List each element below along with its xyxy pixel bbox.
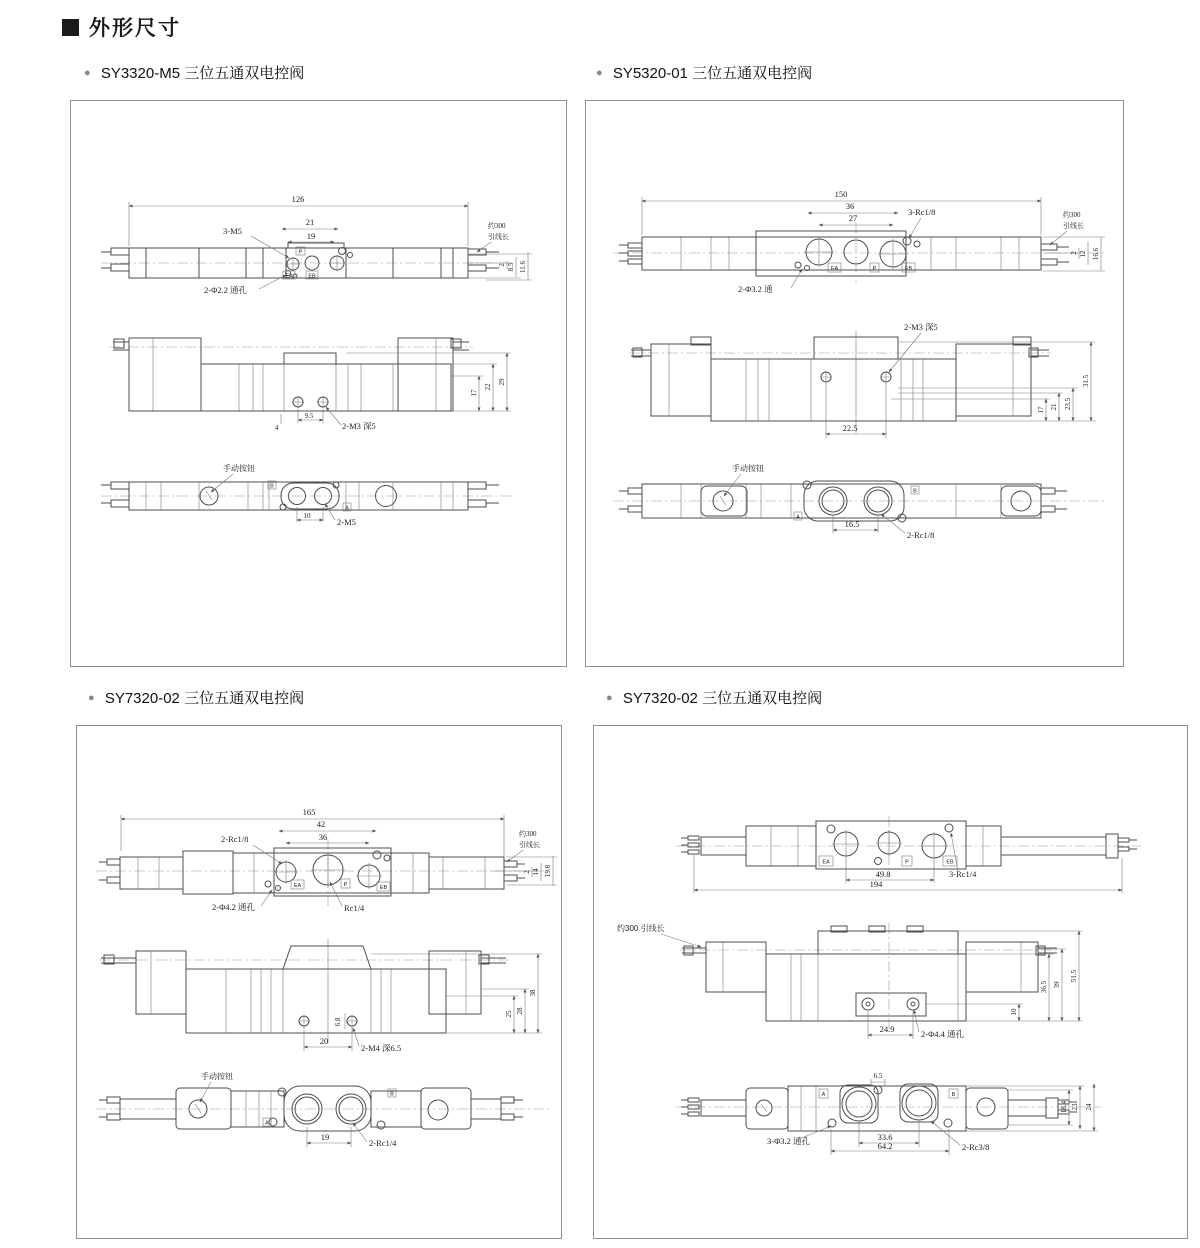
port-label-ea: EA: [293, 883, 302, 889]
p3-top-view: [96, 807, 557, 913]
port-label-a: A: [265, 1120, 269, 1127]
dim: 24.9: [879, 1024, 895, 1034]
dim: 22.5: [842, 423, 858, 433]
thread-label: 2-M5: [337, 517, 356, 527]
dim: 16.5: [844, 519, 860, 529]
dim: 10: [303, 512, 311, 520]
p4-side-dimensions: [617, 923, 1083, 1039]
drawing-sy7320-02-b: [594, 726, 1187, 1238]
port-label-b: B: [951, 1092, 956, 1098]
vdim-1: 25: [505, 1010, 513, 1018]
dim-a: 49.8: [875, 869, 891, 879]
dim-a: 20: [319, 1036, 329, 1046]
drawing-sy3320-m5: [71, 101, 566, 666]
dim-overall: 194: [869, 879, 883, 889]
panel1-box: [70, 100, 567, 667]
dim-top: 6.5: [873, 1072, 883, 1080]
p2-bottom-body: [619, 481, 1067, 522]
dim-overall: 126: [291, 194, 305, 204]
dim-b: 36: [318, 832, 328, 842]
vdim-2: 23: [1071, 1103, 1079, 1111]
p3-bottom-port-tags: [263, 1089, 396, 1127]
port-label-b: B: [913, 488, 917, 495]
panel3-desc: 三位五通双电控阀: [184, 690, 305, 707]
manual-button-label: 手动按钮: [201, 1072, 233, 1081]
port-label-p: P: [343, 882, 348, 888]
p1-top-body: [101, 243, 499, 278]
panel1-title: [84, 62, 304, 83]
thread-label: 3-M5: [223, 226, 242, 236]
thread-label: 2-M3 深5: [342, 421, 376, 431]
vdim-1: 17: [470, 389, 478, 397]
p2-bottom-port-tags: [794, 486, 919, 521]
dim-a: 4: [275, 424, 279, 432]
center-port-label: Rc1/4: [344, 903, 365, 913]
lead-length-label: 约300 引线长: [617, 924, 665, 933]
hole-label: 2-Φ4.4 通孔: [921, 1029, 965, 1039]
port-label-ea: EA: [285, 273, 293, 280]
dim-a: 42: [316, 819, 326, 829]
lead-length-2: 引线长: [1063, 223, 1084, 230]
lead-length-2: 引线长: [488, 234, 509, 241]
port-label-eb: EB: [308, 273, 316, 280]
port-label-ea: EA: [830, 266, 839, 272]
port-label-eb: EB: [379, 885, 388, 891]
p3-bottom-body: [99, 1086, 523, 1131]
dim-b: 9.5: [304, 412, 314, 420]
section-heading: [62, 12, 181, 42]
vdim-3: 38: [529, 989, 537, 997]
manual-button-label: 手动按钮: [732, 464, 764, 473]
p3-top-body: [99, 848, 525, 896]
p4-bottom-body: [681, 1084, 1077, 1131]
panel4-box: [593, 725, 1188, 1239]
vdim-3: 39: [1053, 981, 1061, 989]
p2-bottom-view: [613, 463, 1106, 540]
thread-label: 2-Rc1/4: [369, 1138, 397, 1148]
thread-label: 3-Rc1/4: [949, 869, 977, 879]
p3-bottom-view: [96, 1071, 549, 1148]
dim-a: 36: [845, 201, 855, 211]
lead-length-2: 引线长: [519, 842, 540, 849]
vdim-2: 12: [1079, 250, 1087, 258]
dim-b: 6.8: [334, 1017, 342, 1027]
hole-label: 3-Φ3.2 通孔: [767, 1136, 811, 1146]
thread-label: 2-Rc1/8: [907, 530, 935, 540]
lead-length-1: 约300: [519, 830, 537, 838]
lead-length-1: 约300: [1063, 211, 1081, 219]
port-label-p: P: [905, 859, 909, 866]
thread-label: 2-Rc3/8: [962, 1142, 990, 1152]
vdim-2: 28: [516, 1007, 524, 1015]
drawing-sy7320-02-a: [77, 726, 561, 1238]
dim: 19: [320, 1132, 330, 1142]
bullet-icon: ●: [596, 67, 603, 79]
p1-top-dimensions: [129, 194, 532, 295]
p2-side-body: [631, 337, 1049, 421]
panel3-box: [76, 725, 562, 1239]
panel2-title: [596, 62, 812, 83]
p4-side-view: [617, 923, 1083, 1039]
p1-side-body: [113, 338, 469, 411]
heading-text: 外形尺寸: [89, 17, 181, 40]
bullet-icon: ●: [606, 692, 613, 704]
manual-button-label: 手动按钮: [223, 464, 255, 473]
p2-top-dimensions: [642, 189, 1105, 294]
vdim-2: 14: [532, 868, 540, 876]
dim-a: 33.6: [877, 1132, 893, 1142]
port-label-p: P: [298, 249, 303, 256]
vdim-2: 36.5: [1040, 980, 1048, 994]
port-label-a: A: [345, 505, 349, 512]
vdim-3: 16.6: [1092, 247, 1100, 261]
p2-side-view: [629, 322, 1096, 438]
panel3-title: [88, 687, 304, 708]
p2-top-body: [619, 231, 1069, 276]
p1-side-view: [109, 338, 511, 432]
vdim-4: 31.5: [1082, 374, 1090, 388]
port-label-eb: EB: [946, 859, 954, 866]
p2-bottom-dimensions: [724, 463, 934, 540]
p4-bottom-view: [676, 1072, 1101, 1155]
panel2-model: SY5320-01: [612, 65, 688, 82]
vdim-3: 11.6: [519, 261, 527, 273]
vdim-3: 23.5: [1064, 397, 1072, 411]
hole-label: 2-Φ4.2 通孔: [212, 902, 256, 912]
p4-top-view: [676, 816, 1141, 893]
vdim-1: 2: [1070, 251, 1078, 255]
vdim-4: 51.5: [1070, 969, 1078, 983]
dim-a: 21: [305, 217, 315, 227]
p1-bottom-dimensions: [211, 463, 356, 527]
panel4-model: SY7320-02: [622, 690, 698, 707]
port-label-b: B: [270, 483, 274, 490]
p2-top-view: [613, 189, 1106, 294]
drawing-sy5320-01: [586, 101, 1123, 666]
p1-top-view: [101, 194, 532, 295]
p4-top-body: [681, 821, 1137, 869]
thread-label: 3-Rc1/8: [908, 207, 936, 217]
port-label-ea: EA: [822, 859, 830, 866]
port-label-p: P: [872, 266, 877, 272]
vdim-1: 17: [1037, 406, 1045, 414]
bullet-icon: ●: [88, 692, 95, 704]
p2-top-port-tags: [828, 263, 915, 272]
hole-label: 2-Φ2.2 通孔: [204, 285, 248, 295]
vdim-1: 2: [498, 263, 506, 267]
lead-length-1: 约300: [488, 222, 506, 230]
panel1-model: SY3320-M5: [100, 65, 181, 82]
port-label-b: B: [390, 1091, 394, 1098]
vdim-3: 19.8: [544, 864, 552, 878]
vdim-2: 21: [1050, 403, 1058, 411]
dim-overall: 150: [834, 189, 848, 199]
thread-label: 2-Rc1/8: [221, 834, 249, 844]
port-label-eb: EB: [904, 266, 913, 272]
vdim-3: 29: [498, 378, 506, 386]
vdim-1: 2: [523, 870, 531, 874]
dim-b: 27: [848, 213, 858, 223]
port-label-a: A: [821, 1092, 826, 1098]
dim-b: 19: [306, 231, 316, 241]
vdim-1: 18.4: [1060, 1100, 1068, 1114]
p4-side-body: [682, 926, 1057, 1021]
vdim-2: 22: [484, 383, 492, 391]
bullet-icon: ●: [84, 67, 91, 79]
dim-overall: 165: [302, 807, 316, 817]
heading-square-marker: [62, 19, 79, 36]
vdim-1: 10: [1010, 1008, 1018, 1016]
panel3-model: SY7320-02: [104, 690, 180, 707]
dim-b: 64.2: [877, 1141, 893, 1151]
thread-label: 2-M3 深5: [904, 322, 938, 332]
panel4-desc: 三位五通双电控阀: [702, 690, 823, 707]
panel2-desc: 三位五通双电控阀: [692, 65, 813, 82]
vdim-3: 24: [1085, 1103, 1093, 1111]
panel1-desc: 三位五通双电控阀: [184, 65, 305, 82]
panel4-title: [606, 687, 822, 708]
p3-side-view: [99, 939, 542, 1053]
p1-bottom-view: [101, 463, 513, 527]
port-label-a: A: [796, 514, 800, 521]
hole-label: 2-Φ3.2 通: [738, 284, 773, 294]
panel2-box: [585, 100, 1124, 667]
thread-label: 2-M4 深6.5: [361, 1043, 402, 1053]
p3-bottom-dimensions: [200, 1071, 397, 1148]
vdim-2: 8.5: [507, 262, 515, 272]
p3-side-body: [101, 946, 506, 1033]
